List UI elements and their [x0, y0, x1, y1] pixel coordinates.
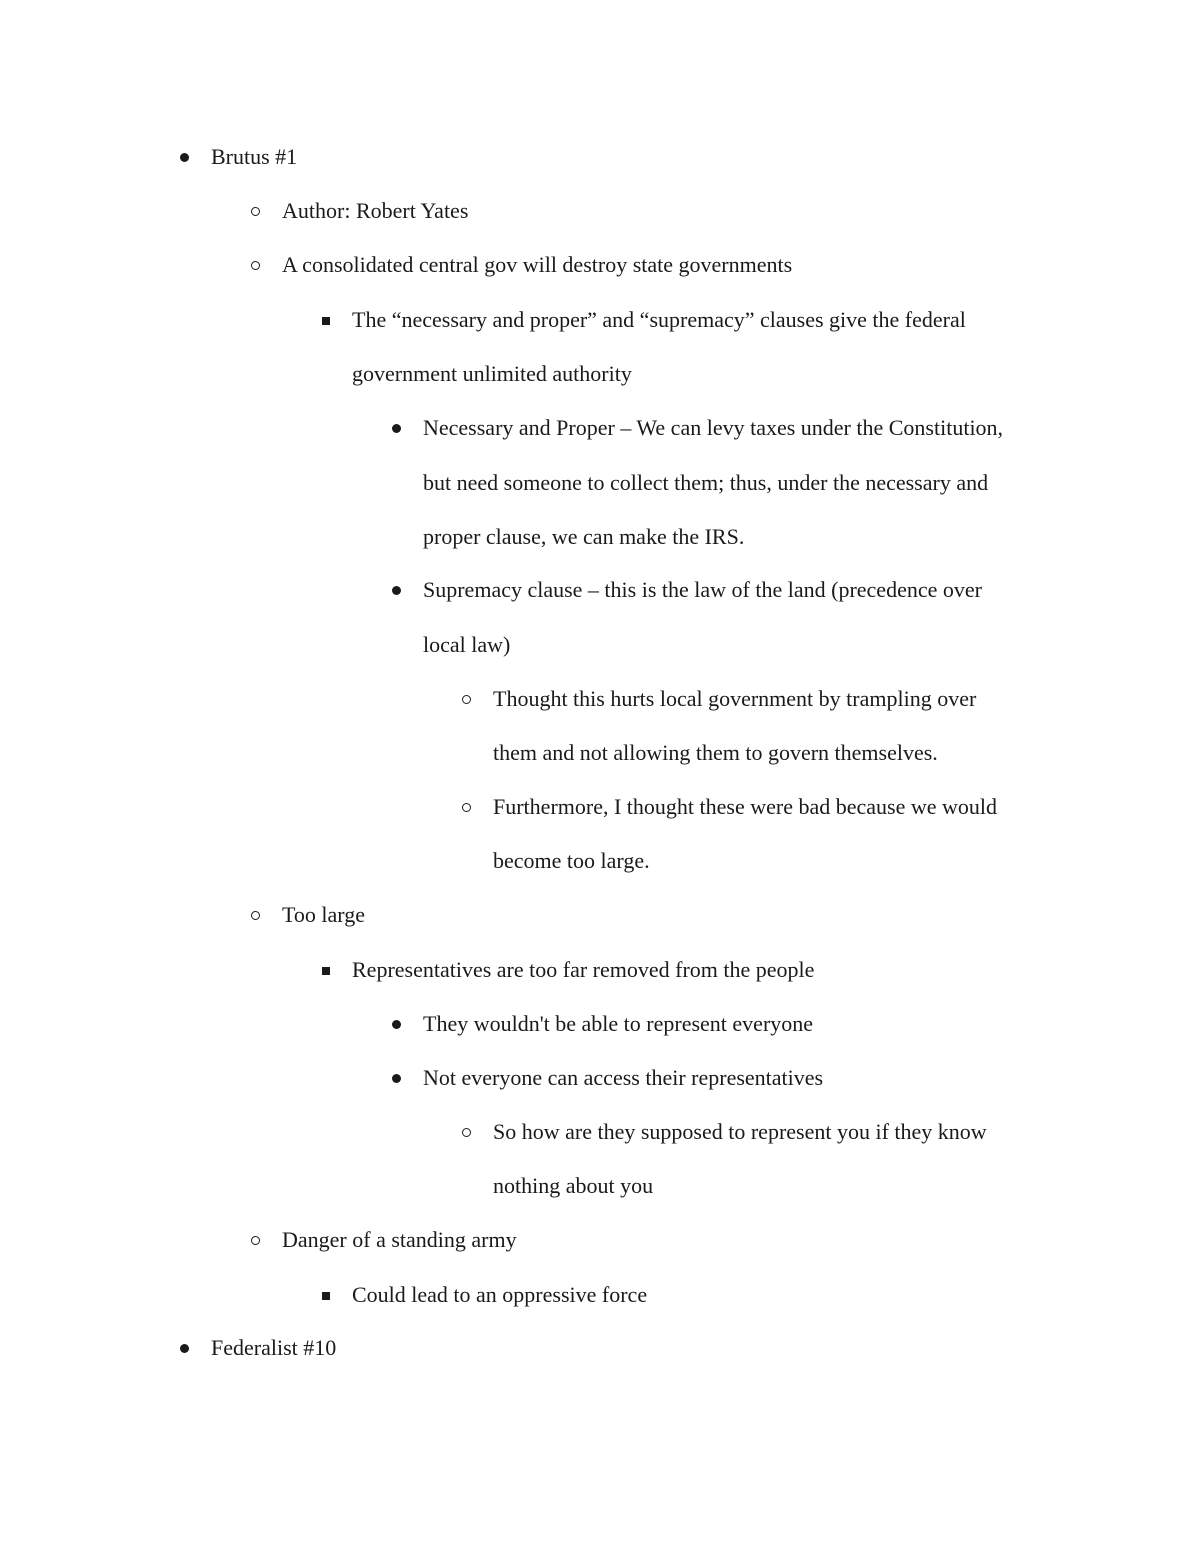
- hollow-bullet-icon: [241, 250, 271, 280]
- outline-item-federalist: Federalist #10: [211, 1335, 337, 1360]
- hollow-bullet-icon: [452, 684, 482, 714]
- outline-item-clauses-cont: government unlimited authority: [352, 361, 632, 386]
- outline-item-how-represent: So how are they supposed to represent you if they know: [493, 1119, 987, 1144]
- outline-item-furthermore: Furthermore, I thought these were bad because we would: [493, 794, 998, 819]
- outline-item-representatives: Representatives are too far removed from the people: [352, 957, 815, 982]
- outline-item-necessary-proper-cont1: but need someone to collect them; thus, under the necessary and: [423, 470, 989, 495]
- hollow-bullet-icon: [452, 1117, 482, 1147]
- outline-item-furthermore-cont: become too large.: [493, 848, 650, 873]
- outline-item-necessary-proper-cont2: proper clause, we can make the IRS.: [423, 524, 745, 549]
- square-bullet-icon: [311, 1280, 341, 1310]
- hollow-bullet-icon: [241, 196, 271, 226]
- filled-bullet-icon: [382, 413, 412, 443]
- square-bullet-icon: [311, 305, 341, 335]
- outline-item-supremacy: Supremacy clause – this is the law of the land (precedence over: [423, 577, 982, 602]
- outline-item-access-representatives: Not everyone can access their representatives: [423, 1065, 824, 1090]
- hollow-bullet-icon: [241, 900, 271, 930]
- outline-item-author: Author: Robert Yates: [282, 198, 469, 223]
- hollow-bullet-icon: [452, 792, 482, 822]
- outline-item-hurts-local: Thought this hurts local government by trampling over: [493, 686, 977, 711]
- filled-bullet-icon: [170, 1333, 200, 1363]
- outline-item-supremacy-cont: local law): [423, 632, 511, 657]
- filled-bullet-icon: [170, 142, 200, 172]
- outline-item-consolidated: A consolidated central gov will destroy state governments: [282, 252, 793, 277]
- outline-item-oppressive-force: Could lead to an oppressive force: [352, 1282, 648, 1307]
- filled-bullet-icon: [382, 1063, 412, 1093]
- outline-item-how-represent-cont: nothing about you: [493, 1173, 654, 1198]
- outline-item-brutus: Brutus #1: [211, 144, 298, 169]
- square-bullet-icon: [311, 955, 341, 985]
- outline-item-too-large: Too large: [282, 902, 365, 927]
- hollow-bullet-icon: [241, 1225, 271, 1255]
- outline-item-hurts-local-cont: them and not allowing them to govern themselves.: [493, 740, 938, 765]
- filled-bullet-icon: [382, 575, 412, 605]
- outline-item-necessary-proper: Necessary and Proper – We can levy taxes under the Constitution,: [423, 415, 1004, 440]
- outline-item-clauses: The “necessary and proper” and “supremacy” clauses give the federal: [352, 307, 966, 332]
- outline-item-standing-army: Danger of a standing army: [282, 1227, 517, 1252]
- filled-bullet-icon: [382, 1009, 412, 1039]
- outline-item-represent-everyone: They wouldn't be able to represent everyone: [423, 1011, 814, 1036]
